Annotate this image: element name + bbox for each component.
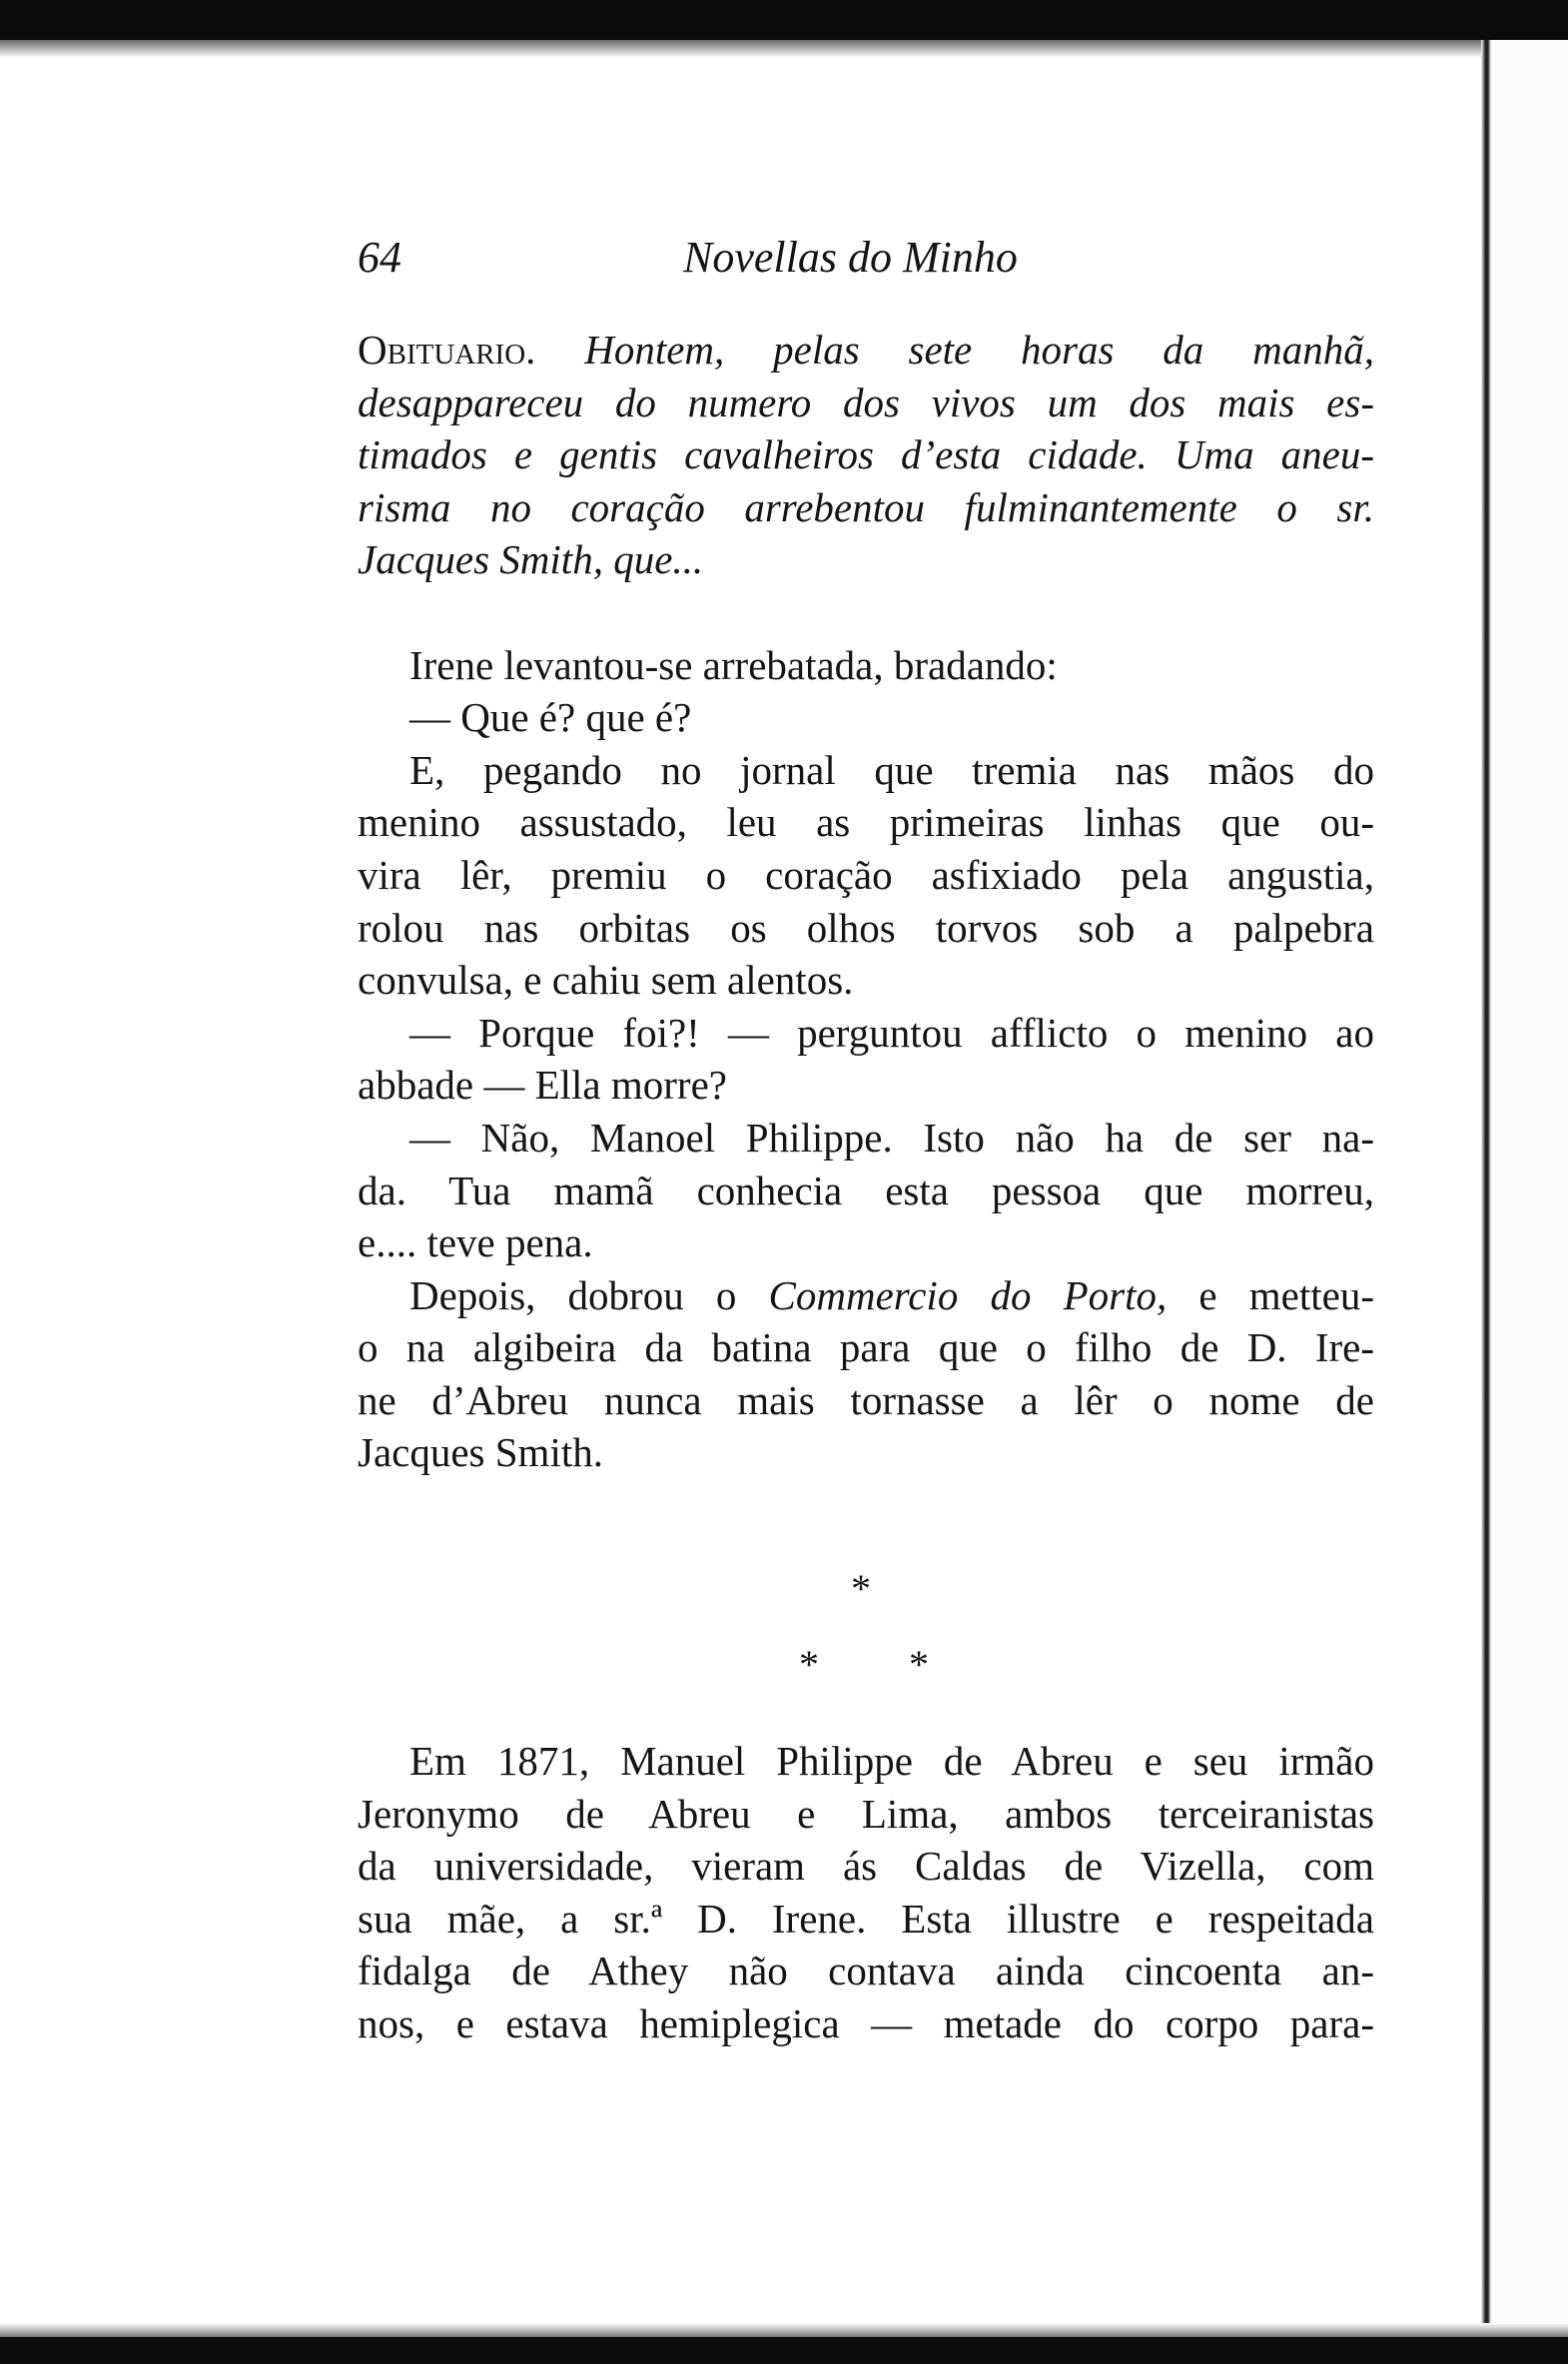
section2-line-4: sua mãe, a sr.ª D. Irene. Esta illustre e respeitada — [358, 1895, 1374, 1942]
running-title: Novellas do Minho — [683, 233, 1018, 282]
newspaper-title: Commercio do Porto, — [768, 1271, 1168, 1318]
blank-line — [358, 586, 1374, 639]
scan-adjacent-page — [1491, 40, 1568, 2337]
body-closing-line-1: o na algibeira da batina para que o filho de D. Ire- — [358, 1324, 1374, 1371]
body-line-7: convulsa, e cahiu sem alentos. — [358, 957, 854, 1004]
section2-line-2: Jeronymo de Abreu e Lima, ambos terceiranistas — [358, 1790, 1374, 1837]
obituary-line-1-text: Hontem, pelas sete horas da manhã, — [535, 327, 1374, 373]
separator-star-row — [799, 1641, 929, 1688]
section2-line-3: da universidade, vieram ás Caldas de Vizella, com — [358, 1843, 1374, 1890]
obituary-line-2: desappareceu do numero dos vivos um dos mais es- — [358, 379, 1374, 425]
separator-star-right: * — [909, 1642, 929, 1687]
body-closing-line-3: Jacques Smith. — [358, 1429, 603, 1476]
scan-page-edge — [1481, 40, 1491, 2337]
depois-suffix: e metteu- — [1167, 1271, 1374, 1318]
scan-shadow-top — [0, 40, 1568, 58]
running-head — [358, 232, 1077, 292]
section2-line-5: fidalga de Athey não contava ainda cincoenta an- — [358, 1948, 1374, 1994]
body-line-3: E, pegando no jornal que tremia nas mãos do — [409, 746, 1374, 793]
scan-border-top — [0, 0, 1568, 40]
body-closing-line-2: ne d’Abreu nunca mais tornasse a lêr o nome de — [358, 1376, 1374, 1423]
body-line-5: vira lêr, premiu o coração asfixiado pela angustia, — [358, 851, 1374, 898]
obituary-line-3: timados e gentis cavalheiros d’esta cidade. Uma aneu- — [358, 431, 1374, 478]
body-line-4: menino assustado, leu as primeiras linhas que ou- — [358, 799, 1374, 846]
body-line-11: da. Tua mamã conhecia esta pessoa que morreu, — [358, 1167, 1374, 1213]
body-line-6: rolou nas orbitas os olhos torvos sob a palpebra — [358, 904, 1374, 951]
text-block-1 — [358, 324, 1374, 1479]
scan-shadow-bottom — [0, 2323, 1568, 2337]
text-block-2 — [358, 1735, 1374, 2050]
body-line-2: — Que é? que é? — [409, 694, 692, 741]
section2-line-6: nos, e estava hemiplegica — metade do corpo para- — [358, 1999, 1374, 2046]
page-number: 64 — [358, 233, 401, 282]
separator-star-top: * — [851, 1566, 871, 1611]
body-line-9: abbade — Ella morre? — [358, 1062, 727, 1109]
body-line-1: Irene levantou-se arrebatada, bradando: — [409, 641, 1058, 688]
section2-line-1: Em 1871, Manuel Philippe de Abreu e seu irmão — [409, 1738, 1374, 1784]
obituary-line-4: risma no coração arrebentou fulminantemente o sr. — [358, 483, 1374, 530]
body-line-10: — Não, Manoel Philippe. Isto não ha de ser na- — [409, 1114, 1374, 1161]
separator-star-left: * — [799, 1642, 819, 1687]
body-line-depois — [358, 1269, 1374, 1322]
obituary-line-5: Jacques Smith, que... — [358, 536, 704, 583]
body-line-8: — Porque foi?! — perguntou afflicto o menino ao — [409, 1009, 1374, 1056]
body-line-12: e.... teve pena. — [358, 1219, 593, 1266]
depois-prefix: Depois, dobrou o — [409, 1271, 769, 1318]
obituary-heading: Obituario. — [358, 327, 536, 373]
obituary-line-1 — [358, 324, 1374, 377]
scan-border-bottom — [0, 2337, 1568, 2364]
